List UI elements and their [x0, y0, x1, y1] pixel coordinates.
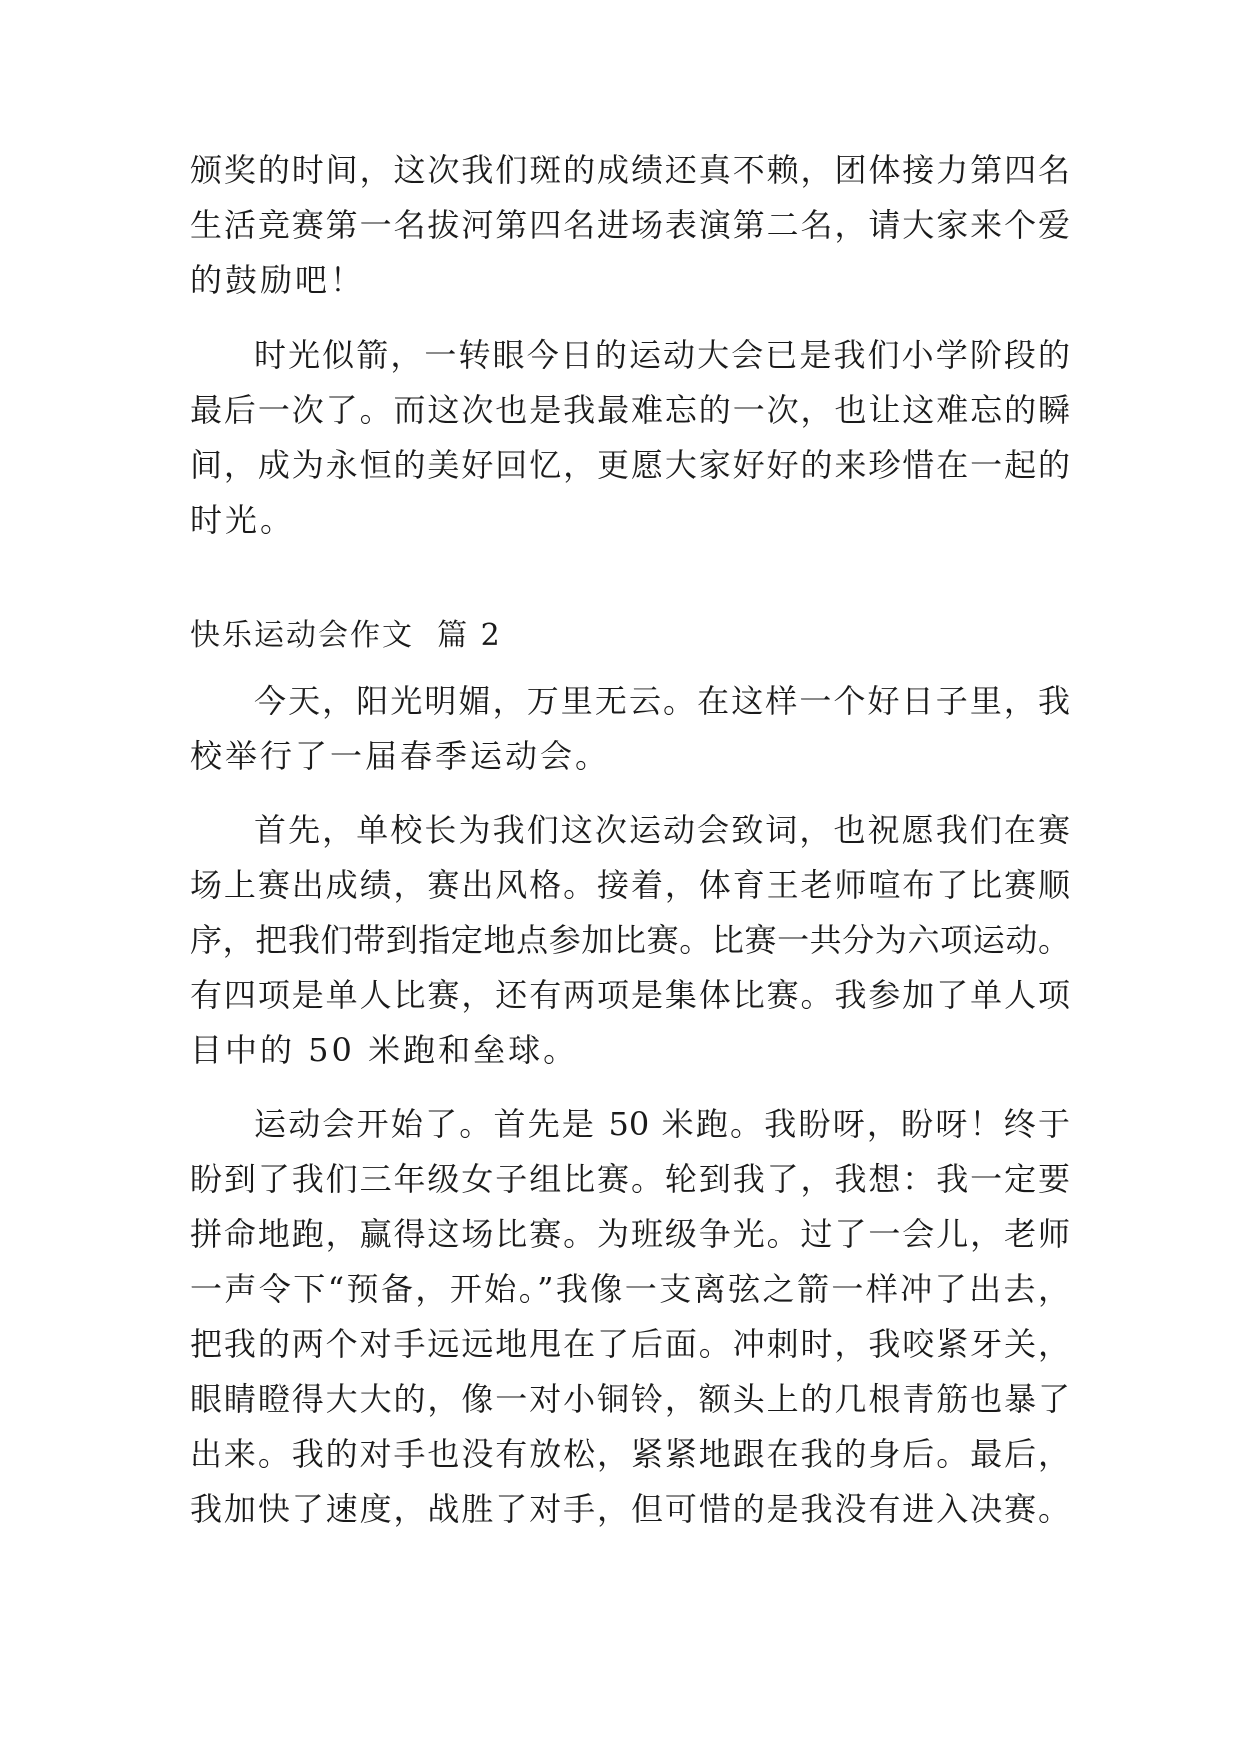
text-line: 我加快了速度，战胜了对手，但可惜的是我没有进入决赛。 — [190, 1490, 1070, 1528]
paragraph-first-line: 运动会开始了。首先是 50 米跑。我盼呀，盼呀！终于 — [254, 1105, 1070, 1143]
section-title: 快乐运动会作文 篇 2 — [190, 618, 502, 653]
text-line: 把我的两个对手远远地甩在了后面。冲刺时，我咬紧牙关， — [190, 1325, 1070, 1363]
text-line: 间，成为永恒的美好回忆，更愿大家好好的来珍惜在一起的 — [190, 446, 1070, 484]
text-line: 颁奖的时间，这次我们斑的成绩还真不赖，团体接力第四名 — [190, 151, 1070, 189]
text-line: 时光。 — [190, 501, 296, 539]
text-line: 眼睛瞪得大大的，像一对小铜铃，额头上的几根青筋也暴了 — [190, 1380, 1070, 1418]
text-line: 出来。我的对手也没有放松，紧紧地跟在我的身后。最后， — [190, 1435, 1070, 1473]
paragraph-first-line: 时光似箭，一转眼今日的运动大会已是我们小学阶段的 — [254, 336, 1070, 374]
text-line: 拼命地跑，赢得这场比赛。为班级争光。过了一会儿，老师 — [190, 1215, 1070, 1253]
text-line: 有四项是单人比赛，还有两项是集体比赛。我参加了单人项 — [190, 976, 1070, 1014]
text-line: 一声令下“预备，开始。”我像一支离弦之箭一样冲了出去， — [190, 1270, 1070, 1308]
text-line: 场上赛出成绩，赛出风格。接着，体育王老师喧布了比赛顺 — [190, 866, 1070, 904]
text-line: 的鼓励吧！ — [190, 261, 366, 299]
text-line: 序，把我们带到指定地点参加比赛。比赛一共分为六项运动。 — [190, 921, 1070, 959]
text-line: 最后一次了。而这次也是我最难忘的一次，也让这难忘的瞬 — [190, 391, 1070, 429]
text-line: 生活竞赛第一名拔河第四名进场表演第二名，请大家来个爱 — [190, 206, 1070, 244]
text-line: 目中的 50 米跑和垒球。 — [190, 1031, 579, 1069]
paragraph-first-line: 首先，单校长为我们这次运动会致词，也祝愿我们在赛 — [254, 811, 1070, 849]
text-line: 盼到了我们三年级女子组比赛。轮到我了，我想：我一定要 — [190, 1160, 1070, 1198]
text-line: 校举行了一届春季运动会。 — [190, 737, 611, 775]
paragraph-first-line: 今天，阳光明媚，万里无云。在这样一个好日子里，我 — [254, 682, 1070, 720]
